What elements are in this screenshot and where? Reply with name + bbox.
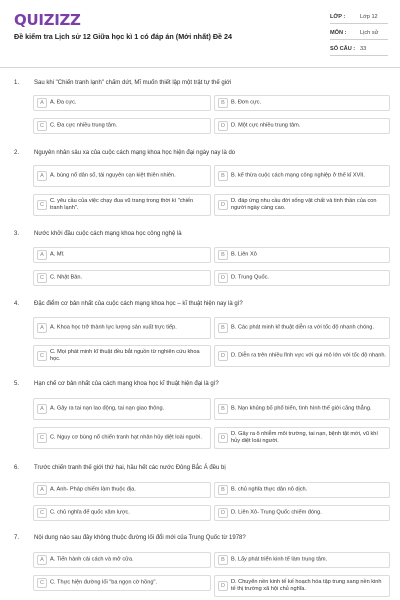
option-a[interactable] (33, 552, 211, 568)
option-letter: D (218, 581, 228, 591)
option-text: B. Nạn khủng bố phổ biến, tình hình thế giới căng thẳng. (231, 405, 372, 412)
question-number: 2. (14, 150, 20, 156)
header-divider (0, 67, 400, 68)
option-c[interactable] (33, 194, 211, 216)
meta-grade-label: LỚP : (330, 14, 346, 20)
option-c[interactable] (33, 345, 211, 367)
option-letter: A (37, 250, 47, 260)
option-letter: B (218, 171, 228, 181)
option-letter: D (218, 433, 228, 443)
option-text: D. Diễn ra trên nhiều lĩnh vực với qui mô lớn với tốc độ nhanh. (231, 352, 386, 359)
option-a[interactable] (33, 317, 211, 339)
option-b[interactable] (214, 165, 390, 187)
option-d[interactable] (214, 118, 390, 134)
option-letter: A (37, 555, 47, 565)
meta-count-label: SỐ CÂU : (330, 46, 356, 52)
option-text: D. Một cực nhiều trung tâm. (231, 122, 301, 129)
question-number: 5. (14, 381, 20, 387)
option-text: B. chủ nghĩa thực dân nô dịch. (231, 486, 308, 493)
option-a[interactable] (33, 247, 211, 263)
meta-underline (330, 23, 388, 24)
option-b[interactable] (214, 95, 390, 111)
option-text: A. bùng nổ dân số, tài nguyên cạn kiệt thiên nhiên. (50, 172, 176, 179)
option-text: B. Các phát minh kĩ thuật diễn ra với tốc độ nhanh chóng. (231, 324, 374, 331)
option-letter: A (37, 98, 47, 108)
document-title: Đề kiểm tra Lịch sử 12 Giữa học kì 1 có đáp án (Mới nhất) Đề 24 (14, 32, 233, 41)
option-d[interactable] (214, 505, 390, 521)
option-text: C. yêu cầu của việc chạy đua vũ trang trong thời kì "chiến tranh lạnh". (50, 198, 194, 211)
option-text: A. Khoa học trở thành lực lượng sản xuất trực tiếp. (50, 324, 177, 331)
option-letter: D (218, 273, 228, 283)
option-letter: C (37, 578, 47, 588)
option-text: C. chủ nghĩa đế quốc xâm lược. (50, 509, 130, 516)
option-text: D. Trung Quốc. (231, 274, 269, 281)
question-number: 7. (14, 535, 20, 541)
question-number: 4. (14, 301, 20, 307)
meta-underline (330, 39, 388, 40)
option-text: D. đáp ứng nhu cầu đời sống vật chất và tinh thần của con người ngày càng cao. (231, 198, 377, 211)
option-text: B. Đơn cực. (231, 99, 262, 106)
option-text: B. Lấy phát triển kinh tế làm trung tâm. (231, 556, 328, 563)
option-text: C. Nguy cơ bùng nổ chiến tranh hạt nhân hủy diệt loài người. (50, 434, 202, 441)
question-text: Nội dung nào sau đây không thuộc đường lối đổi mới của Trung Quốc từ 1978? (34, 535, 246, 541)
quizizz-logo: QUIZIZZ (14, 11, 81, 29)
option-letter: C (37, 121, 47, 131)
option-d[interactable] (214, 194, 390, 216)
question-number: 1. (14, 80, 20, 86)
option-text: A. Gây ra tai nạn lao động, tai nạn giao thông. (50, 405, 165, 412)
question-text: Trước chiến tranh thế giới thứ hai, hầu hết các nước Đông Bắc Á đều bị (34, 465, 226, 471)
option-letter: B (218, 250, 228, 260)
option-a[interactable] (33, 95, 211, 111)
option-c[interactable] (33, 118, 211, 134)
option-letter: D (218, 351, 228, 361)
option-c[interactable] (33, 427, 211, 449)
option-text: D. Liên Xô- Trung Quốc chiếm đóng. (231, 509, 322, 516)
option-letter: B (218, 485, 228, 495)
option-letter: D (218, 121, 228, 131)
meta-subject-label: MÔN : (330, 30, 347, 36)
question-number: 3. (14, 231, 20, 237)
option-a[interactable] (33, 398, 211, 420)
meta-subject-value: Lịch sử (360, 30, 379, 36)
option-a[interactable] (33, 165, 211, 187)
option-text: A. Đa cực. (50, 99, 77, 106)
option-text: D. Gây ra ô nhiễm môi trường, tai nạn, bệnh tật mới, vũ khí hủy diệt loài người. (231, 431, 378, 444)
meta-grade-value: Lớp 12 (360, 14, 378, 20)
option-letter: D (218, 200, 228, 210)
option-text: A. Mĩ. (50, 251, 65, 258)
option-letter: C (37, 200, 47, 210)
meta-count-value: 33 (360, 46, 367, 52)
option-b[interactable] (214, 482, 390, 498)
option-letter: B (218, 404, 228, 414)
option-text: A. Tiến hành cải cách và mở cửa. (50, 556, 134, 563)
option-letter: B (218, 98, 228, 108)
question-text: Nguyên nhân sâu xa của cuộc cách mạng khoa học hiện đại ngày nay là do (34, 150, 236, 156)
meta-underline (330, 55, 388, 56)
option-text: C. Nhật Bản. (50, 274, 83, 281)
option-text: B. Liên Xô (231, 251, 257, 258)
question-text: Sau khi "Chiến tranh lạnh" chấm dứt, Mĩ muốn thiết lập một trật tự thế giới (34, 80, 232, 86)
option-d[interactable] (214, 427, 390, 449)
page-header (0, 0, 400, 64)
option-letter: A (37, 485, 47, 495)
option-text: C. Thực hiện đường lối "ba ngọn cờ hồng". (50, 579, 158, 586)
option-text: A. Anh- Pháp chiếm làm thuộc địa. (50, 486, 136, 493)
option-text: D. Chuyển nền kinh tế kế hoạch hóa tập trung sang nền kinh tế thị trường xã hội chủ nghĩa. (231, 579, 382, 592)
option-letter: D (218, 508, 228, 518)
option-c[interactable] (33, 505, 211, 521)
option-d[interactable] (214, 270, 390, 286)
option-d[interactable] (214, 575, 390, 597)
option-b[interactable] (214, 317, 390, 339)
option-d[interactable] (214, 345, 390, 367)
question-number: 6. (14, 465, 20, 471)
option-letter: A (37, 323, 47, 333)
option-c[interactable] (33, 270, 211, 286)
option-text: C. Mọi phát minh kĩ thuật đều bắt nguồn từ nghiên cứu khoa học. (50, 349, 200, 362)
option-text: C. Đa cực nhiều trung tâm. (50, 122, 118, 129)
option-text: B. kế thừa cuộc cách mạng công nghiệp ở thế kỉ XVII. (231, 172, 365, 179)
option-letter: B (218, 323, 228, 333)
option-letter: C (37, 433, 47, 443)
option-letter: C (37, 508, 47, 518)
option-b[interactable] (214, 247, 390, 263)
option-letter: C (37, 351, 47, 361)
question-text: Hạn chế cơ bản nhất của cách mạng khoa học kĩ thuật hiện đại là gì? (34, 381, 219, 387)
option-letter: A (37, 404, 47, 414)
option-letter: A (37, 171, 47, 181)
option-c[interactable] (33, 575, 211, 591)
question-text: Nước khởi đầu cuộc cách mạng khoa học công nghệ là (34, 231, 182, 237)
option-b[interactable] (214, 552, 390, 568)
question-text: Đặc điểm cơ bản nhất của cuộc cách mạng khoa học – kĩ thuật hiện nay là gì? (34, 301, 243, 307)
option-letter: C (37, 273, 47, 283)
option-b[interactable] (214, 398, 390, 420)
option-letter: B (218, 555, 228, 565)
option-a[interactable] (33, 482, 211, 498)
